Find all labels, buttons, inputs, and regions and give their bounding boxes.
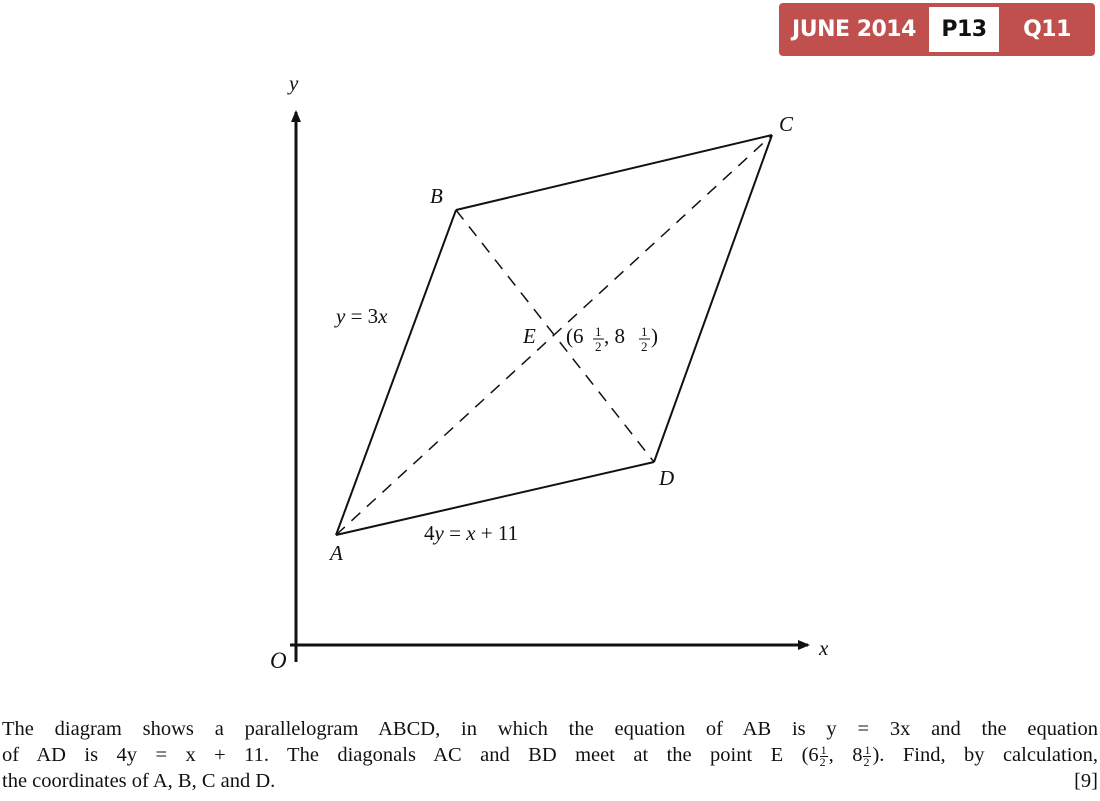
exam-date-label: JUNE 2014 <box>792 17 916 42</box>
e-coord-open: (6 <box>566 324 584 348</box>
question-number-label: Q11 <box>1023 17 1071 42</box>
origin-label: O <box>270 648 287 673</box>
point-e-coordinates <box>566 324 658 354</box>
e-coord-close: ) <box>651 324 658 348</box>
question-text <box>2 716 1098 794</box>
e-y-half-den: 2 <box>641 339 648 354</box>
e-coord-sep: , 8 <box>604 324 625 348</box>
question-half-fraction-2: $\frac{1}{2}$ <box>863 742 871 769</box>
point-c-label: C <box>779 112 794 136</box>
e-y-half-num: 1 <box>641 324 648 339</box>
side-bc <box>456 135 772 210</box>
side-cd <box>654 135 772 462</box>
question-line-2-a: of AD is 4y = x + 11. The diagonals AC and BD meet at the point E (6 <box>2 744 819 766</box>
e-x-half-den: 2 <box>595 339 602 354</box>
question-line-3-text: the coordinates of A, B, C and D. <box>2 770 276 792</box>
point-e-label: E <box>523 324 536 348</box>
question-line-2-c: ). Find, by calculation, <box>872 744 1099 766</box>
e-x-half-num: 1 <box>595 324 602 339</box>
question-half-fraction-1: $\frac{1}{2}$ <box>819 742 827 769</box>
line-ab-equation: y = 3x <box>336 304 388 328</box>
x-axis-label: x <box>819 636 829 660</box>
point-d-label: D <box>659 466 675 490</box>
y-axis-label: y <box>289 71 299 95</box>
paper-label: P13 <box>929 7 999 52</box>
question-line-2-b: , 8 <box>828 744 863 766</box>
line-ad-equation: 4y = x + 11 <box>424 521 519 545</box>
point-a-label: A <box>330 541 343 565</box>
side-ab <box>336 210 456 535</box>
marks-label: [9] <box>1074 770 1098 792</box>
point-b-label: B <box>430 184 443 208</box>
question-line-3 <box>2 768 1098 794</box>
question-line-1: The diagram shows a parallelogram ABCD, in which the equation of AB is y = 3x and the equation <box>2 718 1098 740</box>
question-line-2 <box>2 742 1098 768</box>
